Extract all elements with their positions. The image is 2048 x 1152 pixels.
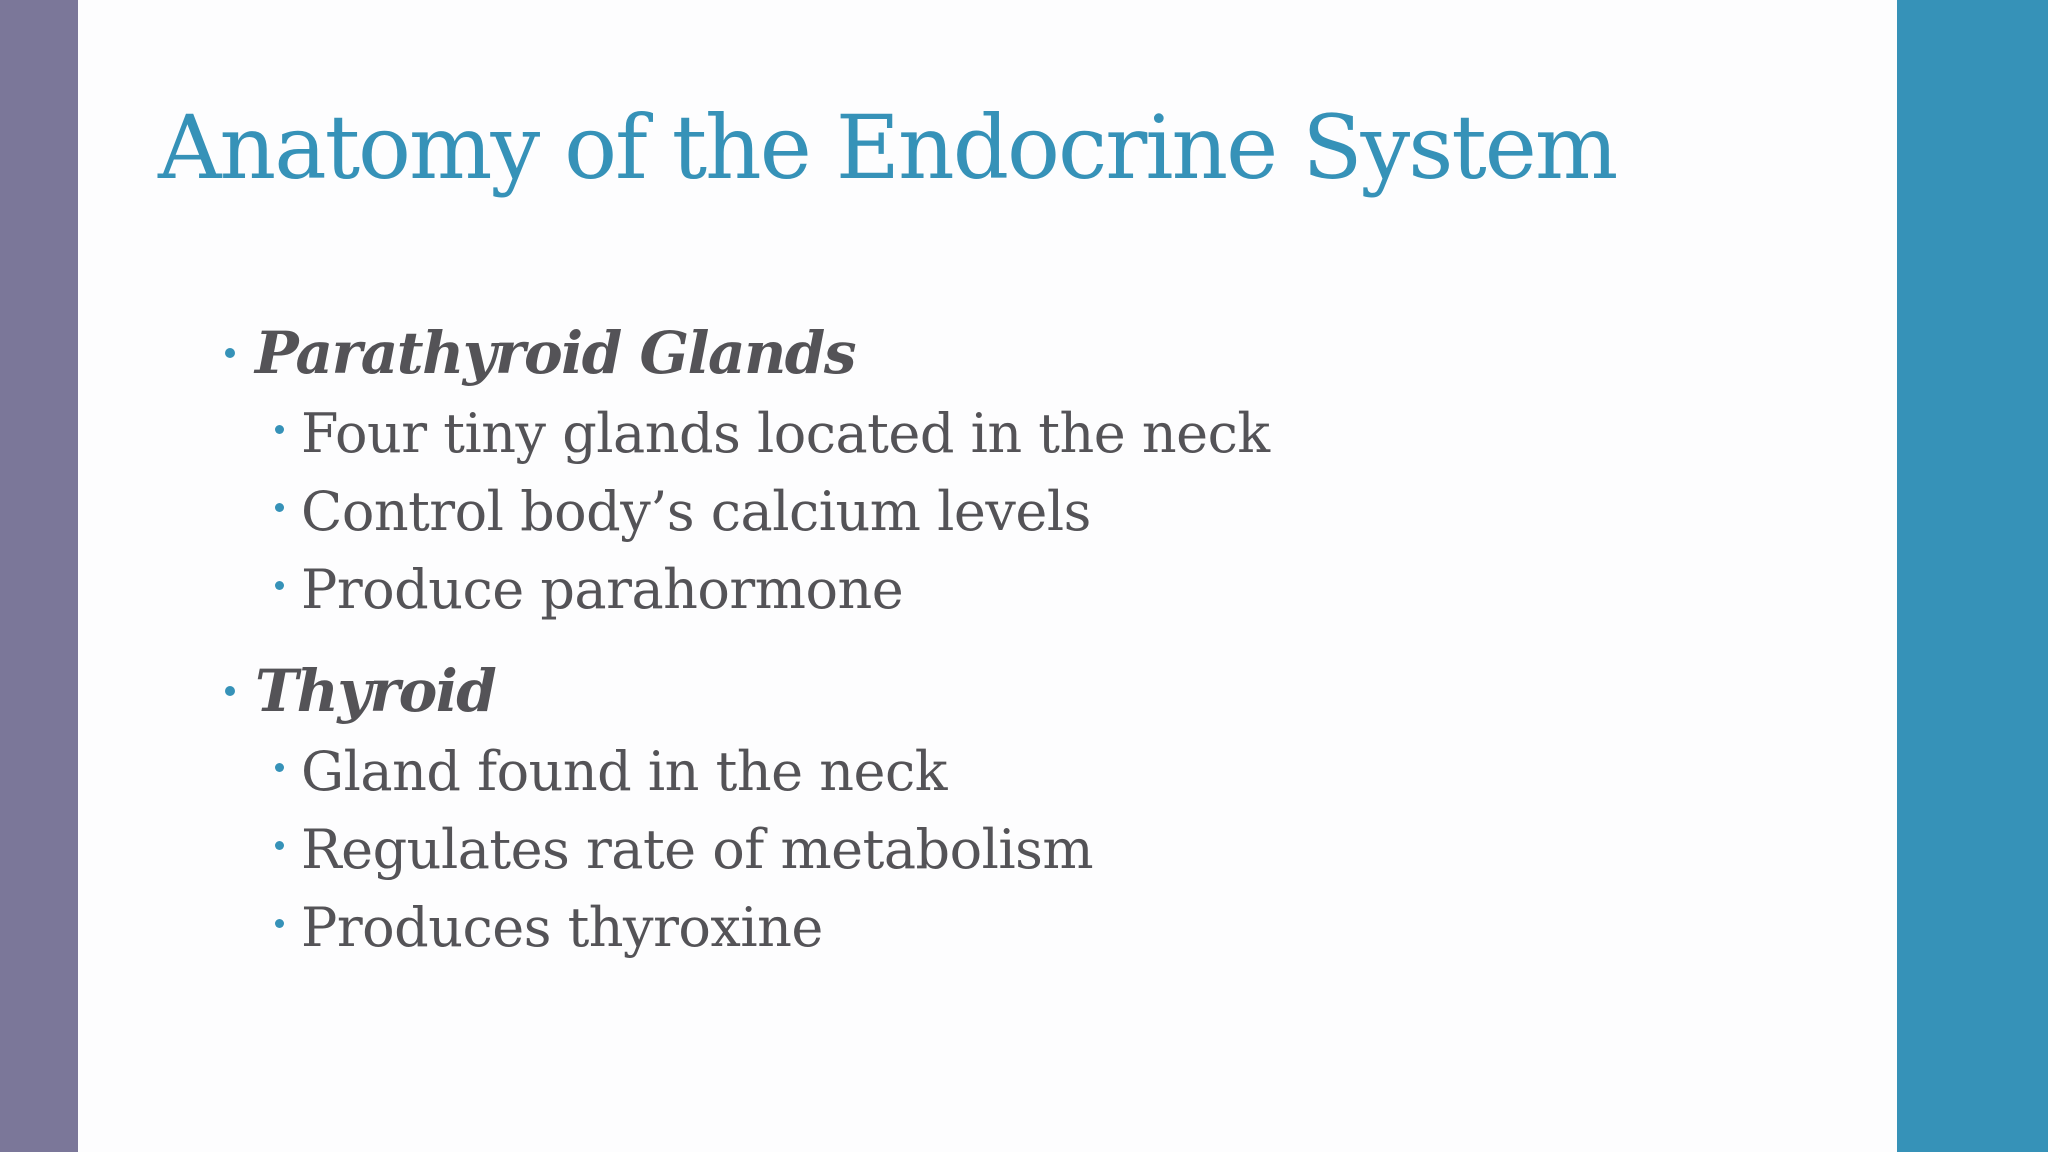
section-heading: Thyroid (255, 657, 496, 725)
bullet-dot-icon (275, 503, 284, 512)
bullet-level1 (225, 650, 1825, 732)
bullet-level2 (225, 810, 1825, 888)
bullet-dot-icon (275, 763, 284, 772)
bullet-text: Regulates rate of metabolism (301, 817, 1094, 881)
bullet-level1 (225, 312, 1825, 394)
bullet-dot-icon (275, 425, 284, 434)
bullet-text: Produces thyroxine (301, 895, 823, 959)
bullet-text: Control body’s calcium levels (301, 479, 1091, 543)
bullet-text: Four tiny glands located in the neck (301, 401, 1270, 465)
bullet-level2 (225, 394, 1825, 472)
slide-title: Anatomy of the Endocrine System (158, 96, 1617, 199)
bullet-text: Produce parahormone (301, 557, 904, 621)
section-thyroid (225, 650, 1825, 966)
bullet-dot-icon (275, 581, 284, 590)
bullet-level2 (225, 550, 1825, 628)
bullet-text: Gland found in the neck (301, 739, 947, 803)
section-parathyroid (225, 312, 1825, 628)
right-accent-bar (1897, 0, 2048, 1152)
bullet-dot-icon (225, 686, 235, 696)
bullet-dot-icon (275, 919, 284, 928)
bullet-level2 (225, 472, 1825, 550)
bullet-dot-icon (275, 841, 284, 850)
left-accent-bar (0, 0, 78, 1152)
bullet-level2 (225, 888, 1825, 966)
bullet-dot-icon (225, 348, 235, 358)
slide-content (225, 312, 1825, 988)
bullet-level2 (225, 732, 1825, 810)
section-heading: Parathyroid Glands (255, 319, 855, 387)
